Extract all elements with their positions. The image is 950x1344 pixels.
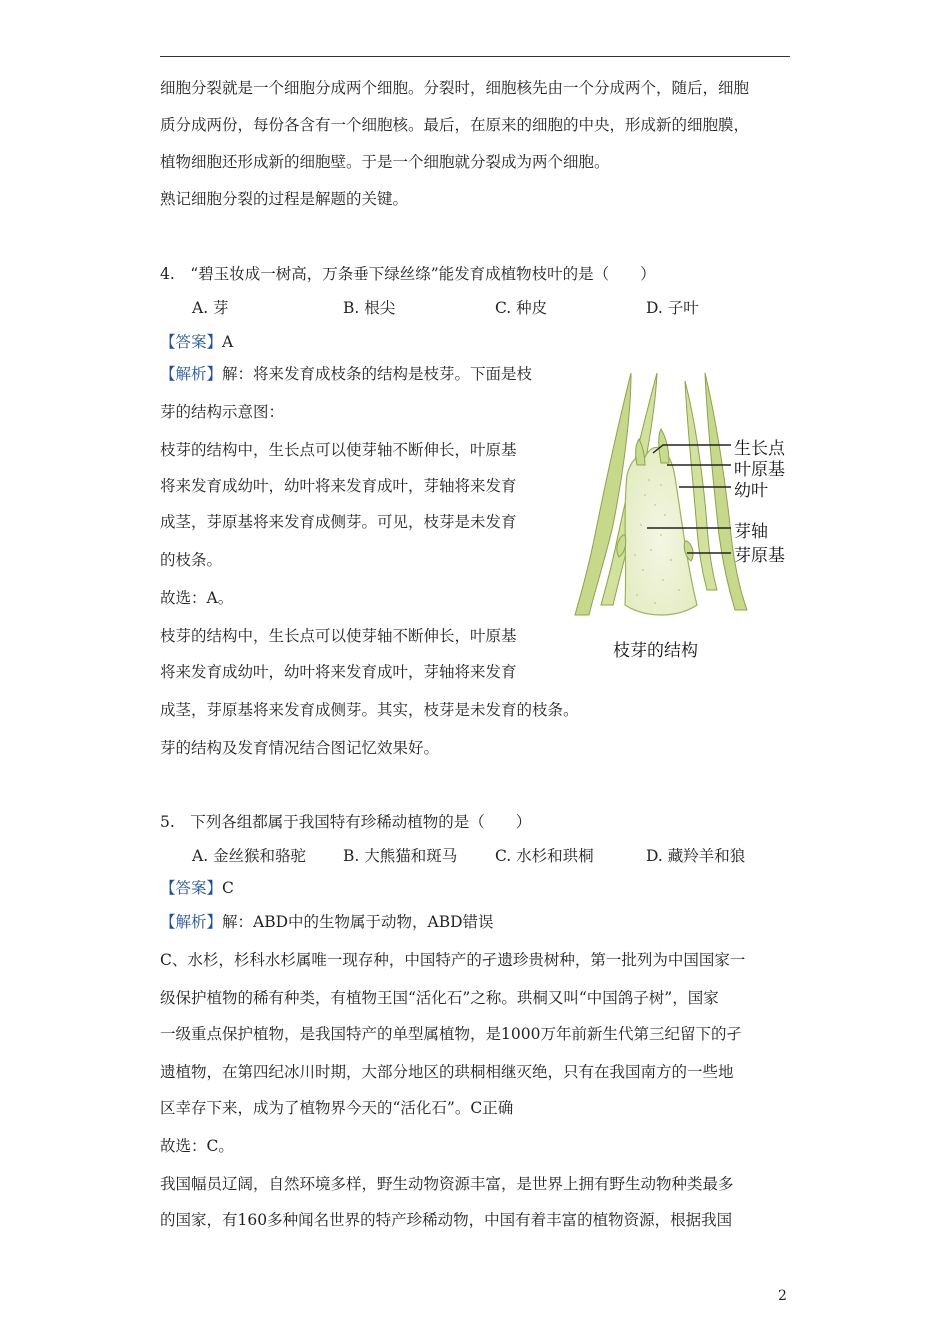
figure-caption: 枝芽的结构 [613,641,698,661]
q4-analysis-line: 将来发育成幼叶，幼叶将来发育成叶，芽轴将来发育 [160,477,517,495]
bud-axis [625,447,697,615]
q5-question: 5. 下列各组都属于我国特有珍稀动植物的是（ ） [160,813,532,831]
label-leaf-primordium: 叶原基 [734,460,785,480]
answer-tag: 【答案】 [160,879,223,897]
q5-analysis-line: C、水杉，杉科水杉属唯一现存种，中国特产的孑遗珍贵树种，第一批列为中国国家一 [160,951,746,969]
label-bud-primordium: 芽原基 [734,546,785,566]
outer-leaf-left [575,373,631,615]
q4-answer [160,332,233,352]
label-young-leaf: 幼叶 [734,481,768,501]
label-bud-axis: 芽轴 [734,522,768,542]
q4-analysis-line: 故选：A。 [160,589,234,607]
answer-tag: 【答案】 [160,333,223,351]
q5-analysis-line: 的国家，有160多种闻名世界的特产珍稀动物，中国有着丰富的植物资源，根据我国 [160,1211,733,1229]
q4-analysis-line: 芽的结构示意图： [160,403,285,421]
analysis-tag: 【解析】 [160,365,223,383]
q4-analysis-line: 将来发育成幼叶，幼叶将来发育成叶，芽轴将来发育 [160,663,517,681]
q4-analysis [160,364,532,384]
q5-analysis-line: 级保护植物的稀有种类，有植物王国“活化石”之称。珙桐又叫“中国鸽子树”，国家 [160,989,719,1007]
q5-analysis-line: 一级重点保护植物，是我国特产的单型属植物，是1000万年前新生代第三纪留下的孑 [160,1025,742,1043]
q5-answer [160,878,234,898]
q5-analysis-line: 故选：C。 [160,1137,234,1155]
intro-line: 植物细胞还形成新的细胞壁。于是一个细胞就分裂成为两个细胞。 [160,153,610,171]
analysis-tag: 【解析】 [160,913,223,931]
q4-analysis-line: 枝芽的结构中，生长点可以使芽轴不断伸长，叶原基 [160,627,517,645]
intro-line: 熟记细胞分裂的过程是解题的关键。 [160,190,409,208]
answer-value: C [222,879,234,897]
q5-option-d: D. 藏羚羊和狼 [646,847,746,865]
bud-structure-figure [565,365,800,670]
q4-question: 4. “碧玉妆成一树高，万条垂下绿丝绦”能发育成植物枝叶的是（ ） [160,265,656,283]
q5-analysis-line: 我国幅员辽阔，自然环境多样，野生动物资源丰富，是世界上拥有野生动物种类最多 [160,1175,734,1193]
q5-option-a: A. 金丝猴和骆驼 [192,847,307,865]
header-rule [160,56,790,57]
page-number: 2 [778,1288,787,1304]
q4-option-d: D. 子叶 [646,299,699,317]
q4-analysis-line: 枝芽的结构中，生长点可以使芽轴不断伸长，叶原基 [160,441,517,459]
q5-option-b: B. 大熊猫和斑马 [343,847,458,865]
label-growth-point: 生长点 [734,439,785,459]
intro-line: 质分成两份，每份各含有一个细胞核。最后，在原来的细胞的中央，形成新的细胞膜， [160,116,750,134]
intro-line: 细胞分裂就是一个细胞分成两个细胞。分裂时，细胞核先由一个分成两个，随后，细胞 [160,79,750,97]
q4-analysis-line: 芽的结构及发育情况结合图记忆效果好。 [160,739,440,757]
young-leaf-right [659,429,669,463]
q5-analysis-line: 区幸存下来，成为了植物界今天的“活化石”。C正确 [160,1099,514,1117]
analysis-text: 解：ABD中的生物属于动物，ABD错误 [222,913,494,931]
q5-option-c: C. 水杉和珙桐 [495,847,594,865]
q4-analysis-line: 的枝条。 [160,551,223,569]
q5-analysis-line: 遗植物，在第四纪冰川时期，大部分地区的珙桐相继灭绝，只有在我国南方的一些地 [160,1063,734,1081]
q4-analysis-line: 成茎，芽原基将来发育成侧芽。可见，枝芽是未发育 [160,513,517,531]
q4-analysis-line: 成茎，芽原基将来发育成侧芽。其实，枝芽是未发育的枝条。 [160,701,579,719]
analysis-text: 解：将来发育成枝条的结构是枝芽。下面是枝 [222,365,533,383]
answer-value: A [222,333,234,351]
q5-analysis [160,912,494,932]
q4-option-b: B. 根尖 [343,299,396,317]
q4-option-c: C. 种皮 [495,299,548,317]
q4-option-a: A. 芽 [192,299,229,317]
